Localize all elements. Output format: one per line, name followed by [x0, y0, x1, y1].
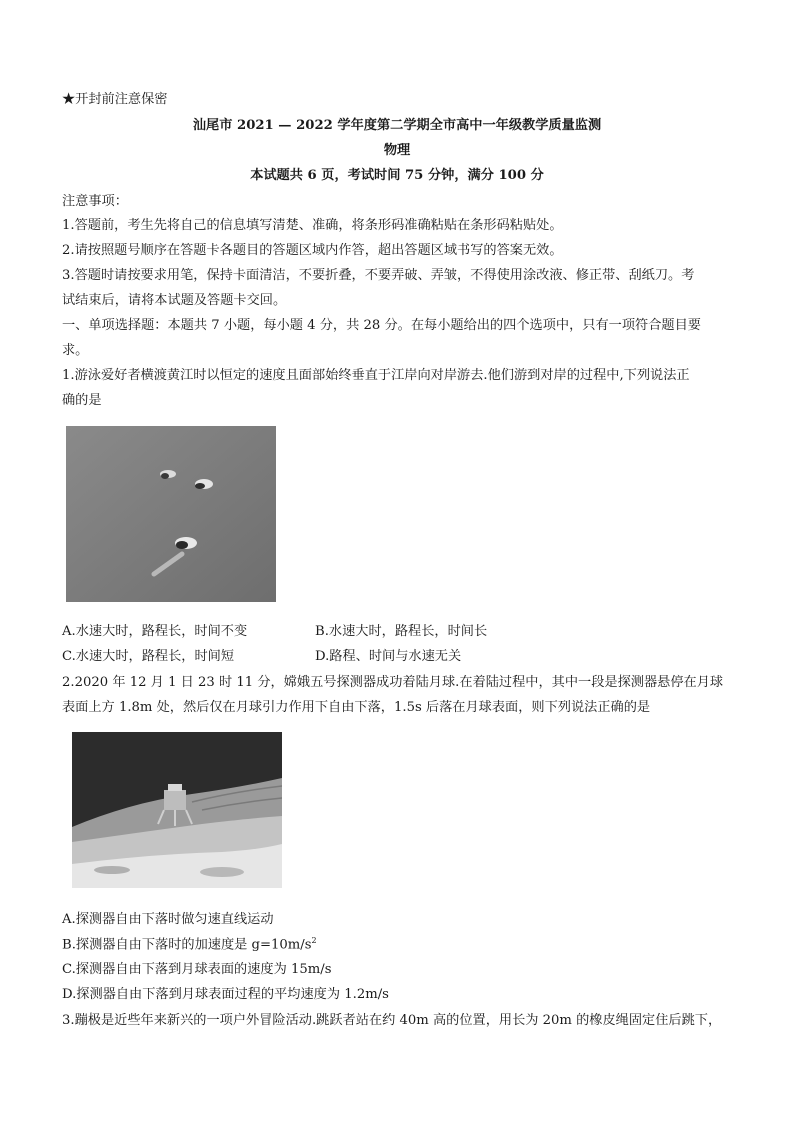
instruction-item: 1.答题前，考生先将自己的信息填写清楚、准确，将条形码准确粘贴在条形码粘贴处。 [62, 218, 563, 233]
question-2-stem-cont: 表面上方 1.8m 处，然后仅在月球引力作用下自由下落，1.5s 后落在月球表面，则下列说法正确的是 [62, 700, 651, 715]
question-1-stem-cont: 确的是 [62, 393, 102, 408]
question-2-stem: 2.2020 年 12 月 1 日 23 时 11 分，嫦娥五号探测器成功着陆月球.在着陆过程中，其中一段是探测器悬停在月球 [62, 675, 724, 690]
q2-option-b: B.探测器自由下落时的加速度是 $g=10m/s^2$ [62, 936, 317, 953]
q1-option-d: D.路程、时间与水速无关 [315, 649, 462, 664]
q1-option-b: B.水速大时，路程长，时间长 [315, 624, 488, 639]
question-1-stem: 1.游泳爱好者横渡黄江时以恒定的速度且面部始终垂直于江岸向对岸游去.他们游到对岸的过程中,下列说法正 [62, 368, 690, 383]
q2-option-d: D.探测器自由下落到月球表面过程的平均速度为 1.2m/s [62, 987, 389, 1002]
q2-option-c: C.探测器自由下落到月球表面的速度为 15m/s [62, 962, 332, 977]
instructions-heading: 注意事项： [62, 194, 128, 209]
subject-title: 物理 [383, 143, 411, 158]
instruction-item: 2.请按照题号顺序在答题卡各题目的答题区域内作答，超出答题区域书写的答案无效。 [62, 243, 563, 258]
lunar-lander-photo [72, 732, 282, 888]
exam-info: 本试题共 6 页，考试时间 75 分钟，满分 100 分 [250, 168, 544, 183]
section-heading-cont: 求。 [62, 343, 89, 358]
instruction-item: 3.答题时请按要求用笔，保持卡面清洁，不要折叠，不要弄破、弄皱，不得使用涂改液、修正带、刮纸刀。考 [62, 268, 695, 283]
exam-title: 汕尾市 2021 — 2022 学年度第二学期全市高中一年级教学质量监测 [192, 118, 602, 133]
confidential-notice: ★开封前注意保密 [62, 92, 168, 107]
q1-option-a: A.水速大时，路程长，时间不变 [62, 624, 248, 639]
q1-option-c: C.水速大时，路程长，时间短 [62, 649, 235, 664]
swimmers-photo [66, 426, 276, 602]
question-3-stem: 3.蹦极是近些年来新兴的一项户外冒险活动.跳跃者站在约 40m 高的位置，用长为 20m 的橡皮绳固定住后跳下， [62, 1013, 722, 1028]
section-heading: 一、单项选择题：本题共 7 小题，每小题 4 分，共 28 分。在每小题给出的四个选项中，只有一项符合题目要 [62, 318, 701, 333]
instruction-item: 试结束后，请将本试题及答题卡交回。 [62, 293, 287, 308]
q2-option-a: A.探测器自由下落时做匀速直线运动 [62, 912, 274, 927]
